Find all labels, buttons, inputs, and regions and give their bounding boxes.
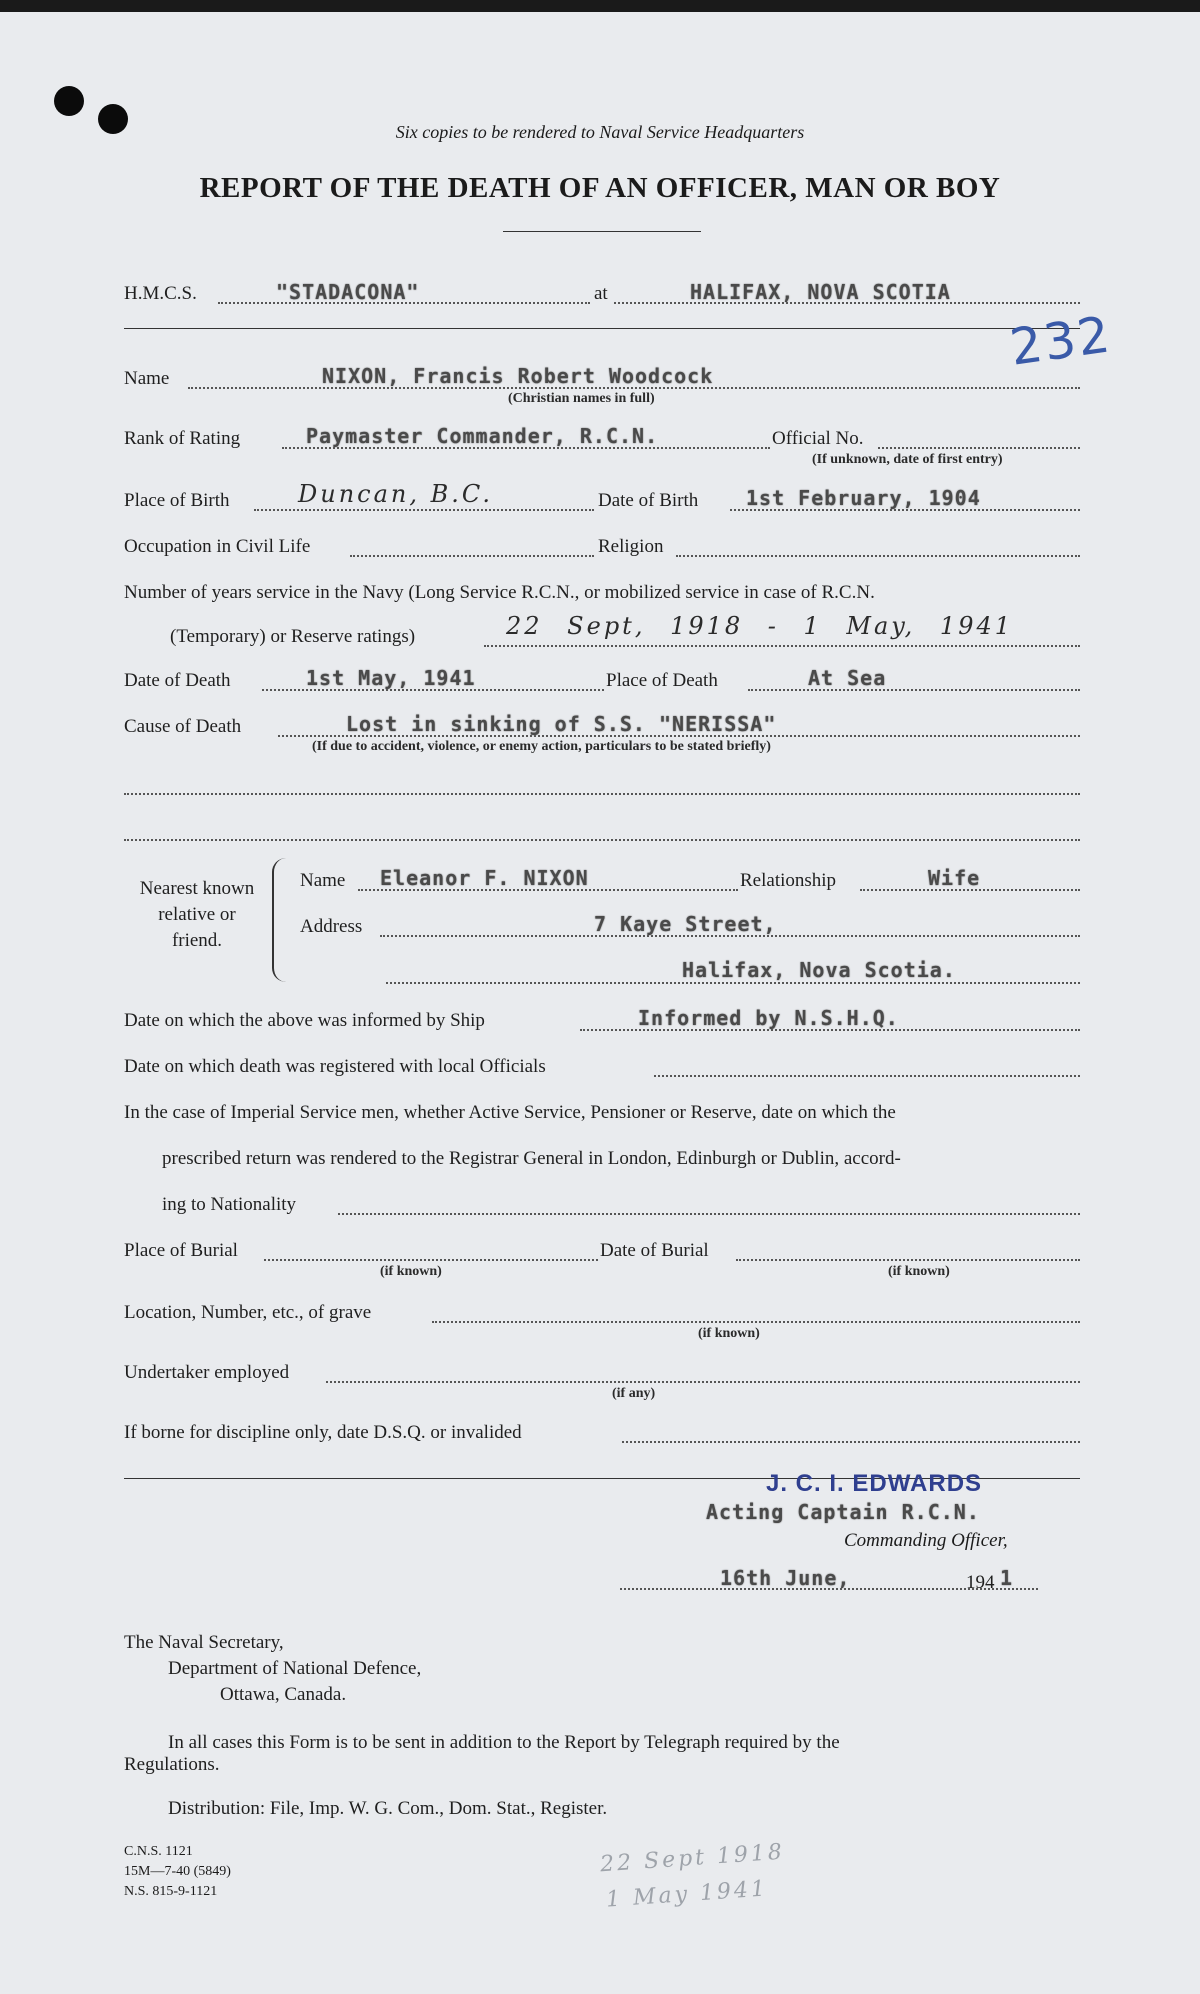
relationship-label: Relationship (740, 870, 837, 891)
distribution-line: Distribution: File, Imp. W. G. Com., Dom. Stat., Register. (168, 1798, 608, 1819)
name-label: Name (124, 368, 170, 389)
form-note-line-1: In all cases this Form is to be sent in addition to the Report by Telegraph required by the (168, 1732, 840, 1753)
imperial-line-1: In the case of Imperial Service men, whether Active Service, Pensioner or Reserve, date on which the (124, 1102, 896, 1123)
signature-year-prefix: 194 (966, 1572, 995, 1593)
occupation-label: Occupation in Civil Life (124, 536, 311, 557)
address-line-1: 7 Kaye Street, (594, 912, 777, 936)
hmcs-label: H.M.C.S. (124, 283, 197, 304)
relative-name-label: Name (300, 870, 346, 891)
address-line-2: Halifax, Nova Scotia. (682, 958, 956, 982)
birth-date-value: 1st February, 1904 (746, 486, 981, 510)
marginal-number: 232 (1006, 305, 1115, 377)
blank-line (124, 839, 1080, 841)
at-value: HALIFAX, NOVA SCOTIA (690, 280, 951, 304)
name-value: NIXON, Francis Robert Woodcock (322, 364, 714, 388)
death-place-label: Place of Death (606, 670, 718, 691)
official-no-label: Official No. (772, 428, 864, 449)
section-rule (124, 328, 1080, 329)
burial-date-label: Date of Burial (600, 1240, 709, 1261)
signature-date: 16th June, (720, 1566, 851, 1590)
informed-value: Informed by N.S.H.Q. (638, 1006, 899, 1030)
imperial-line-3: ing to Nationality (162, 1194, 297, 1215)
signature-stamp: J. C. I. EDWARDS (766, 1470, 983, 1497)
burial-date-note: (if known) (888, 1264, 950, 1279)
form-note-line-2: Regulations. (124, 1754, 220, 1775)
pencil-note-2: 1 May 1941 (605, 1876, 769, 1913)
service-value: 22 Sept, 1918 - 1 May, 1941 (506, 612, 1014, 640)
rank-label: Rank of Rating (124, 428, 241, 449)
informed-label: Date on which the above was informed by Ship (124, 1010, 485, 1031)
hmcs-value: "STADACONA" (276, 280, 420, 304)
burial-place-label: Place of Burial (124, 1240, 238, 1261)
service-label-line2: (Temporary) or Reserve ratings) (170, 626, 416, 647)
page-title: REPORT OF THE DEATH OF AN OFFICER, MAN OR BOY (199, 172, 1001, 204)
death-date-label: Date of Death (124, 670, 231, 691)
cause-label: Cause of Death (124, 716, 242, 737)
relationship-value: Wife (928, 866, 981, 890)
punch-hole (54, 86, 84, 116)
relative-group-label-3: friend. (171, 930, 223, 951)
birth-place-label: Place of Birth (124, 490, 230, 511)
recipient-line-2: Department of National Defence, (168, 1658, 422, 1679)
service-label-line1: Number of years service in the Navy (Long Service R.C.N., or mobilized service in case of R.C.N. (124, 582, 875, 603)
signature-year-suffix: 1 (1000, 1566, 1014, 1590)
rank-value: Paymaster Commander, R.C.N. (306, 424, 659, 448)
signature-role: Commanding Officer, (844, 1530, 1008, 1551)
birth-date-label: Date of Birth (598, 490, 699, 511)
form-code-2: 15M—7-40 (5849) (124, 1864, 231, 1879)
signature-rank: Acting Captain R.C.N. (706, 1500, 980, 1524)
recipient-line-3: Ottawa, Canada. (220, 1684, 347, 1705)
copies-note: Six copies to be rendered to Naval Service Headquarters (395, 122, 805, 142)
title-underline (503, 231, 701, 232)
at-label: at (594, 283, 608, 304)
relative-group-label-1: Nearest known (139, 878, 255, 899)
cause-note: (If due to accident, violence, or enemy action, particulars to be stated briefly) (312, 739, 771, 754)
blank-line (124, 793, 1080, 795)
cause-value: Lost in sinking of S.S. "NERISSA" (346, 712, 777, 736)
form-code-1: C.N.S. 1121 (124, 1844, 193, 1859)
undertaker-note: (if any) (612, 1386, 656, 1401)
brace (272, 858, 288, 982)
discipline-label: If borne for discipline only, date D.S.Q. or invalided (124, 1422, 522, 1443)
form-code-3: N.S. 815-9-1121 (124, 1884, 218, 1899)
imperial-line-2: prescribed return was rendered to the Registrar General in London, Edinburgh or Dublin, accord- (162, 1148, 901, 1169)
death-place-value: At Sea (808, 666, 887, 690)
name-note: (Christian names in full) (508, 391, 655, 406)
religion-label: Religion (598, 536, 664, 557)
burial-place-note: (if known) (380, 1264, 442, 1279)
undertaker-label: Undertaker employed (124, 1362, 290, 1383)
registered-label: Date on which death was registered with local Officials (124, 1056, 546, 1077)
birth-place-value: Duncan, B.C. (298, 480, 494, 508)
official-no-note: (If unknown, date of first entry) (812, 452, 1003, 467)
document-page (0, 12, 1200, 1994)
relative-name-value: Eleanor F. NIXON (380, 866, 589, 890)
grave-label: Location, Number, etc., of grave (124, 1302, 372, 1323)
recipient-line-1: The Naval Secretary, (124, 1632, 284, 1653)
grave-note: (if known) (698, 1326, 760, 1341)
address-label: Address (300, 916, 363, 937)
relative-group-label-2: relative or (158, 904, 236, 925)
death-date-value: 1st May, 1941 (306, 666, 476, 690)
pencil-note-1: 22 Sept 1918 (599, 1839, 786, 1878)
